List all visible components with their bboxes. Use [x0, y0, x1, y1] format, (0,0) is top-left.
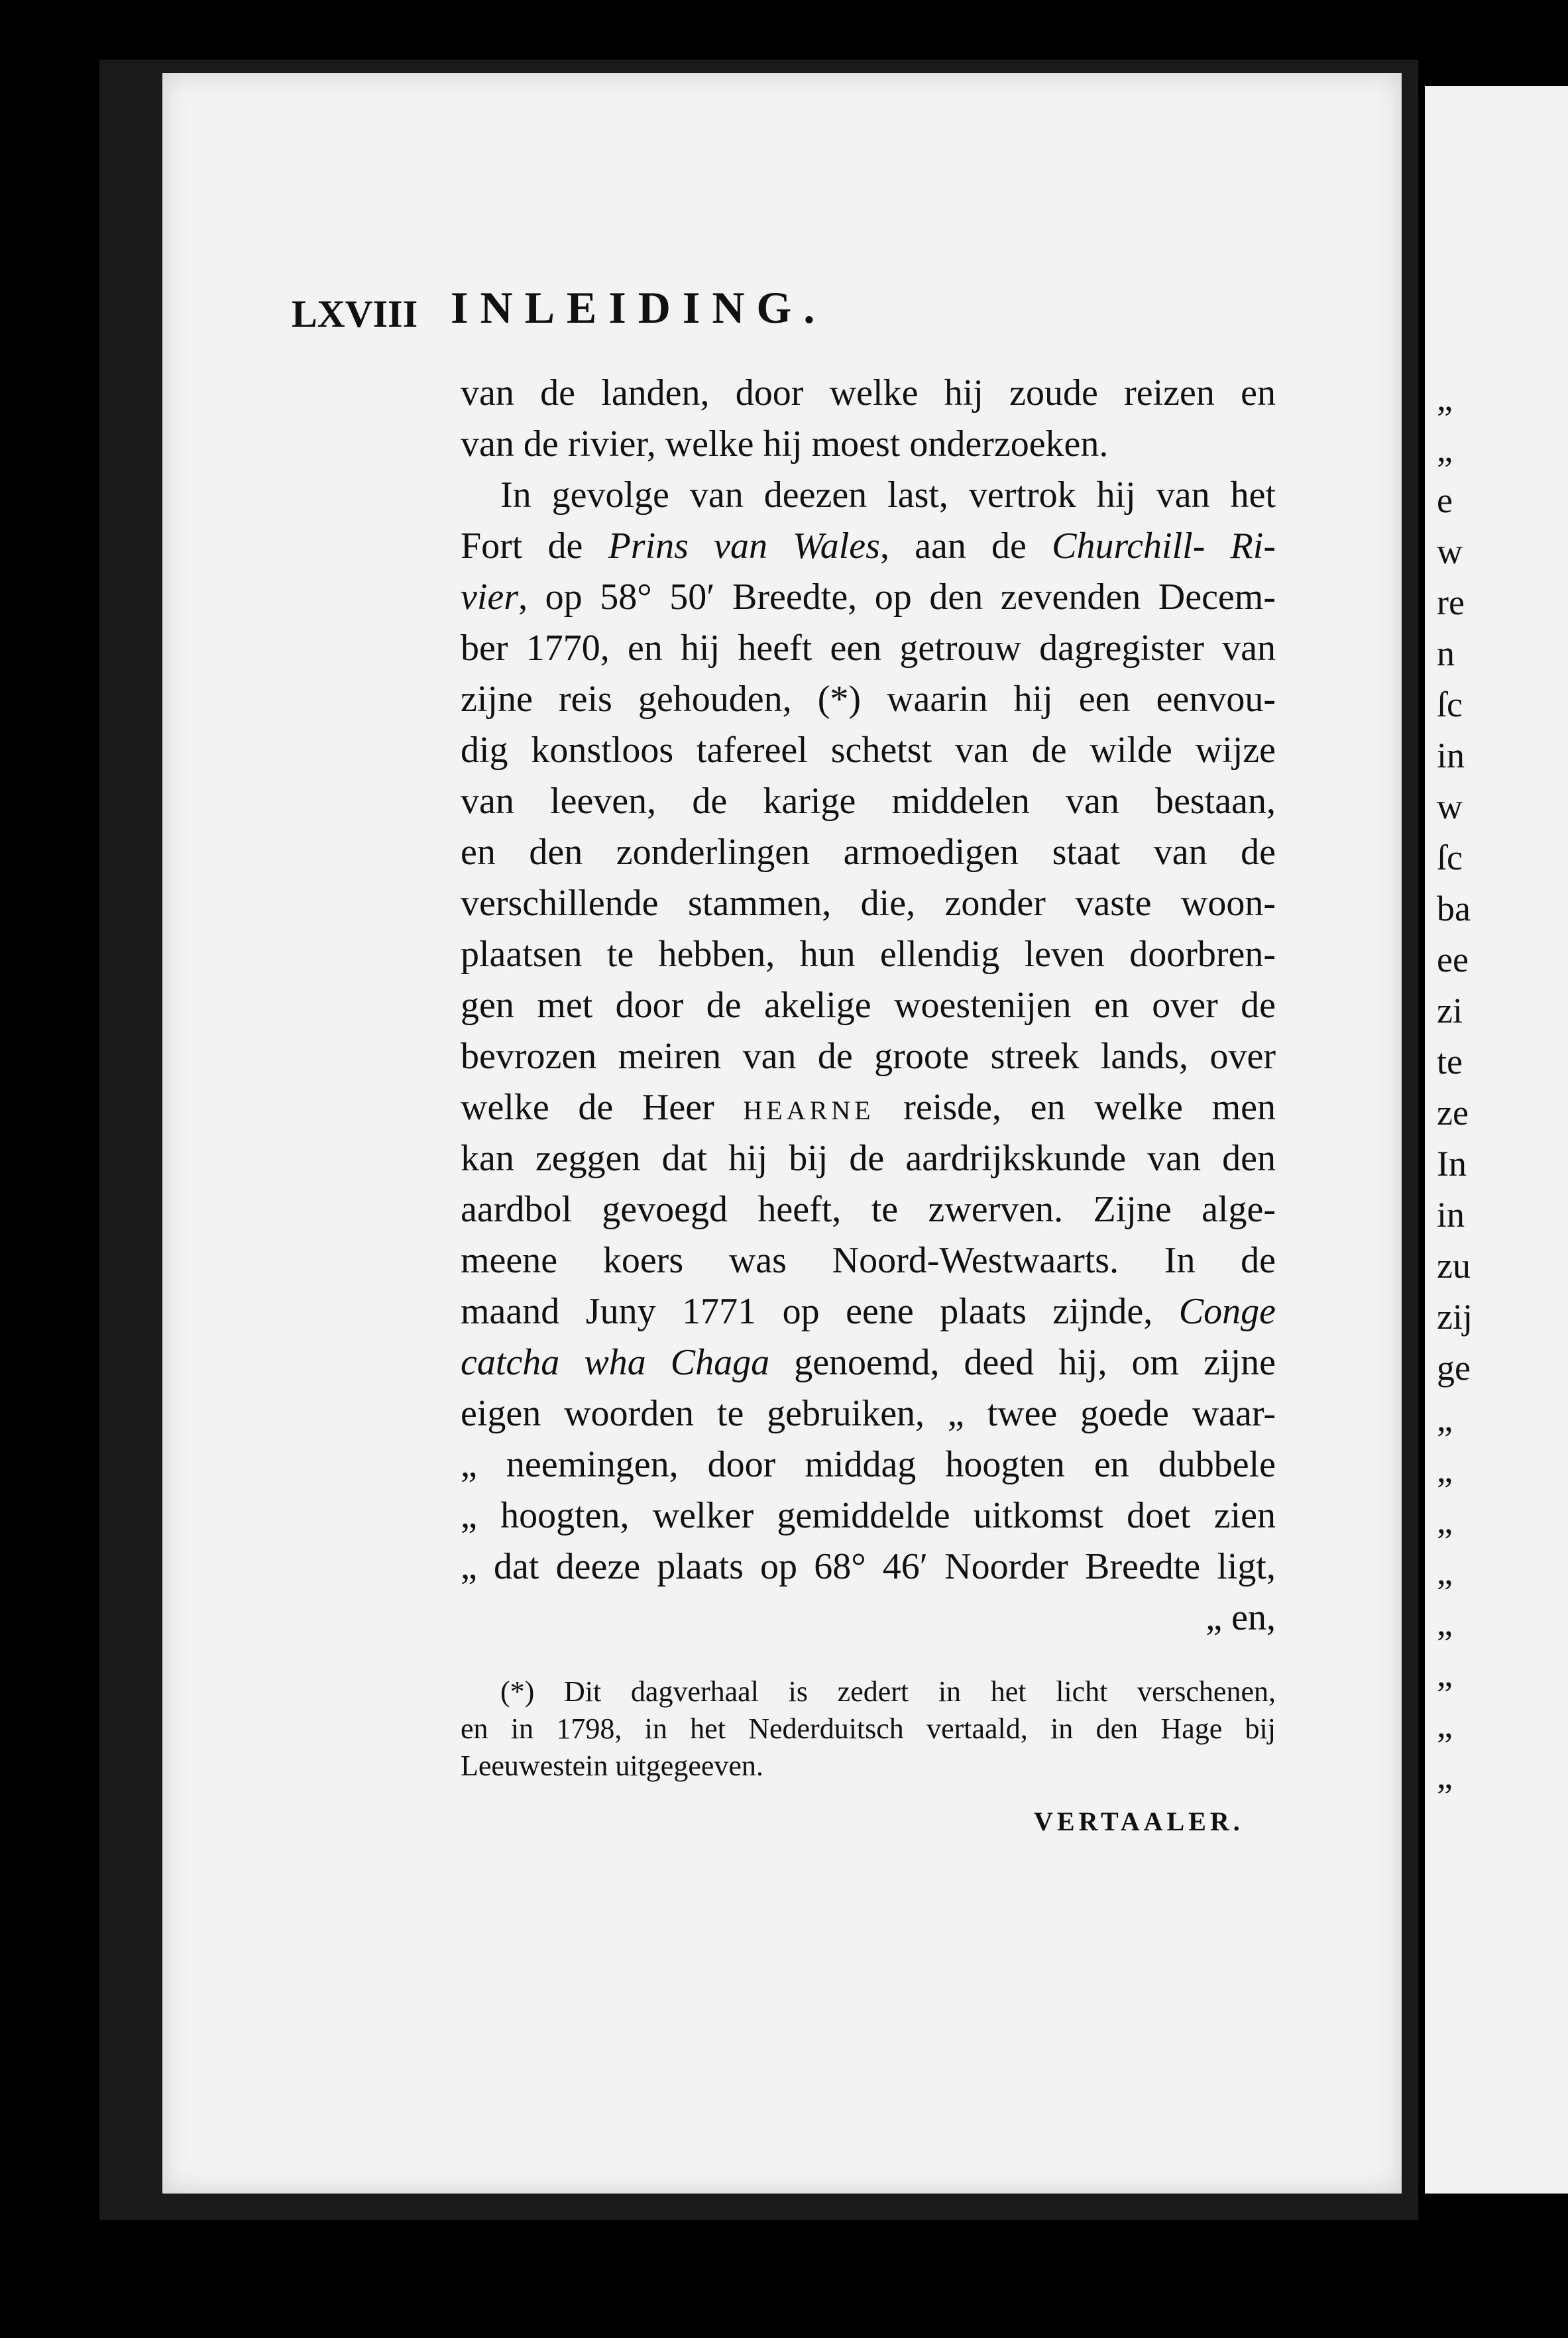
body-line: bevrozen meiren van de groote streek lands, over: [461, 1036, 1276, 1077]
facing-page-fragment: „: [1437, 1603, 1453, 1643]
body-line: ber 1770, en hij heeft een getrouw dagregister van: [461, 628, 1276, 669]
facing-page-fragment: in: [1437, 1195, 1465, 1235]
river-name: Churchill- Ri-: [1052, 526, 1276, 567]
facing-page-fragment: „: [1437, 1705, 1453, 1745]
body-text-segment: maand Juny 1771 op eene plaats zijnde,: [461, 1291, 1179, 1332]
facing-page-fragment: „: [1437, 1501, 1453, 1541]
facing-page-fragment: „: [1437, 378, 1453, 418]
facing-page-edge: [1425, 86, 1568, 2194]
body-line: „ en,: [1205, 1597, 1276, 1638]
facing-page-fragment: in: [1437, 736, 1465, 775]
facing-page-fragment: ba: [1437, 889, 1471, 928]
body-line: en den zonderlingen armoedigen staat van de: [461, 832, 1276, 873]
facing-page-fragment: „: [1437, 429, 1453, 469]
body-line: [461, 521, 1276, 572]
body-line: verschillende stammen, die, zonder vaste woon-: [461, 883, 1276, 924]
facing-page-fragment: zi: [1437, 991, 1463, 1030]
facing-page-fragment: w: [1437, 531, 1463, 571]
facing-page-fragment: „: [1437, 1399, 1453, 1439]
body-line: [461, 1337, 1276, 1388]
body-text-segment: , op 58° 50′ Breedte, op den zevenden Decem-: [518, 577, 1276, 618]
facing-page-fragment: ee: [1437, 940, 1469, 979]
body-line: [461, 1286, 1276, 1337]
place-name: Conge: [1178, 1291, 1276, 1332]
body-text-segment: reisde, en welke men: [874, 1087, 1276, 1128]
place-name-cont: catcha wha Chaga: [461, 1342, 770, 1383]
author-name: HEARNE: [743, 1095, 875, 1125]
facing-page-fragment: w: [1437, 787, 1463, 826]
body-line: gen met door de akelige woestenijen en over de: [461, 985, 1276, 1026]
body-line: van de rivier, welke hij moest onderzoeken.: [461, 423, 1109, 465]
body-line: van leeven, de karige middelen van bestaan,: [461, 781, 1276, 822]
body-text-segment: welke de Heer: [461, 1087, 744, 1128]
body-line: dig konstloos tafereel schetst van de wilde wijze: [461, 730, 1276, 771]
body-line: [461, 572, 1276, 623]
body-text-segment: Fort de: [461, 526, 608, 567]
body-line: In gevolge van deezen last, vertrok hij van het: [500, 474, 1276, 516]
facing-page-fragment: „: [1437, 1552, 1453, 1592]
facing-page-fragment: zu: [1437, 1246, 1471, 1286]
body-line: [461, 1082, 1276, 1133]
facing-page-fragment: „: [1437, 1654, 1453, 1694]
body-line: aardbol gevoegd heeft, te zwerven. Zijne alge-: [461, 1189, 1276, 1230]
body-line: zijne reis gehouden, (*) waarin hij een eenvou-: [461, 679, 1276, 720]
place-name: Prins van Wales: [608, 526, 880, 567]
facing-page-fragment: n: [1437, 634, 1455, 673]
body-text: [461, 368, 1276, 1643]
body-text-segment: , aan de: [879, 526, 1052, 567]
body-line: „ hoogten, welker gemiddelde uitkomst doet zien: [461, 1495, 1276, 1536]
footnote-line: (*) Dit dagverhaal is zedert in het licht verschenen,: [500, 1675, 1276, 1708]
facing-page-fragment: In: [1437, 1144, 1467, 1184]
facing-page-fragment: „: [1437, 1450, 1453, 1490]
body-line: van de landen, door welke hij zoude reizen en: [461, 372, 1276, 414]
facing-page-fragment: e: [1437, 480, 1453, 520]
facing-page-fragment: „: [1437, 1756, 1453, 1796]
translator-signature: VERTAALER.: [1034, 1807, 1244, 1836]
footnote-line: Leeuwestein uitgegeeven.: [461, 1750, 763, 1782]
body-line: eigen woorden te gebruiken, „ twee goede waar-: [461, 1393, 1276, 1434]
river-name-cont: vier: [461, 577, 519, 618]
body-line: kan zeggen dat hij bij de aardrijkskunde van den: [461, 1138, 1276, 1179]
body-line: „ neemingen, door middag hoogten en dubbele: [461, 1444, 1276, 1485]
footnote: [461, 1673, 1276, 1785]
running-head: INLEIDING.: [451, 282, 827, 333]
facing-page-fragment: re: [1437, 583, 1465, 622]
footnote-line: en in 1798, in het Nederduitsch vertaald, in den Hage bij: [461, 1712, 1276, 1745]
facing-page-fragment: ſc: [1437, 838, 1463, 877]
facing-page-fragment: zij: [1437, 1297, 1473, 1337]
body-line: plaatsen te hebben, hun ellendig leven doorbren-: [461, 934, 1276, 975]
body-text-segment: genoemd, deed hij, om zijne: [769, 1342, 1276, 1383]
page-number: LXVIII: [292, 292, 418, 335]
facing-page-fragment: ge: [1437, 1348, 1471, 1388]
facing-page-fragment: te: [1437, 1042, 1463, 1082]
facing-page-fragment: ze: [1437, 1093, 1469, 1133]
facing-page-fragment: ſc: [1437, 685, 1463, 724]
body-line: meene koers was Noord-Westwaarts. In de: [461, 1240, 1276, 1281]
body-line: „ dat deeze plaats op 68° 46′ Noorder Breedte ligt,: [461, 1546, 1276, 1587]
